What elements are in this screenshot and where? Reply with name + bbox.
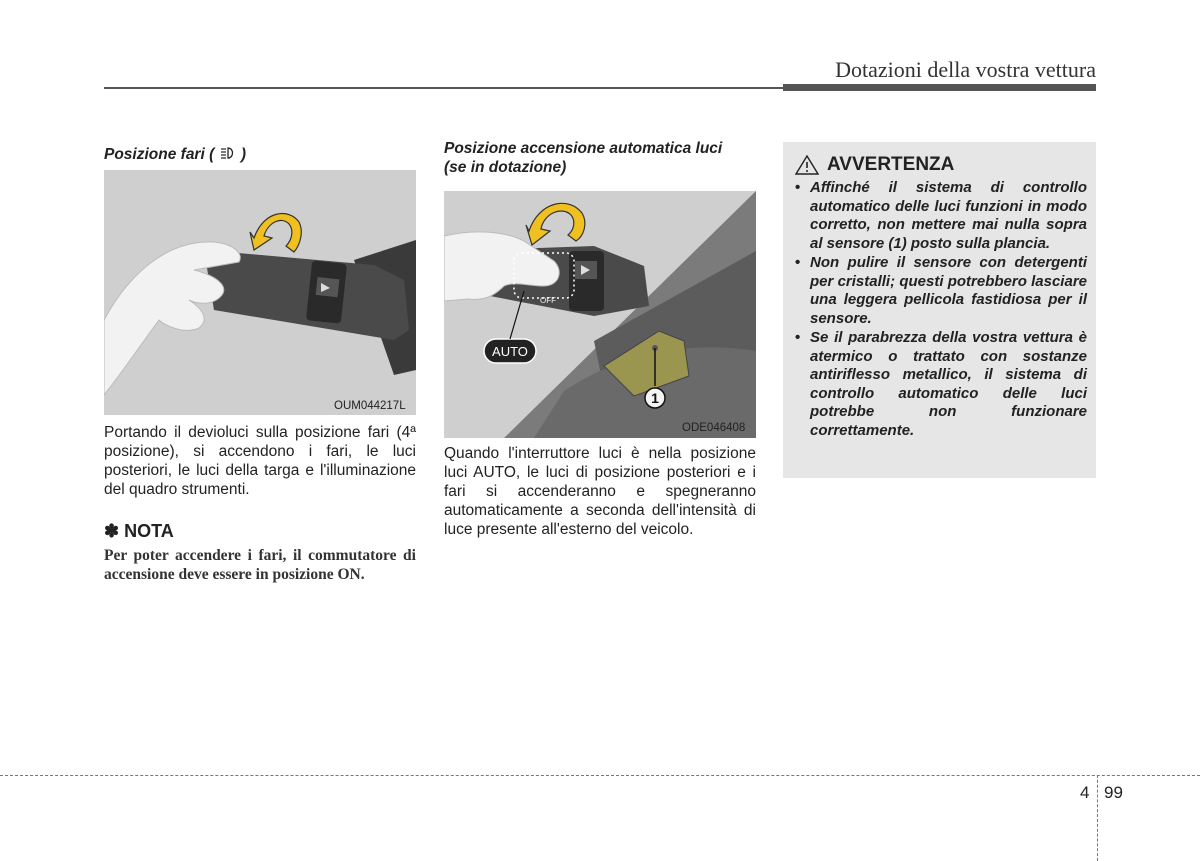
warning-item [793,254,1087,328]
warning-title: AVVERTENZA [827,154,955,175]
callout-number: 1 [651,390,659,406]
warning-item-text: Non pulire il sensore con detergenti per cristalli; questi potrebbero lasciare una leggera pellicola fastidiosa per il sensore. [810,254,1087,327]
auto-pill-label: AUTO [492,344,528,359]
warning-item [793,329,1087,440]
chapter-number: 4 [1080,783,1090,802]
paragraph-headlights: Portando il devioluci sulla posizione fari (4ª posizione), si accendono i fari, le luci posteriori, le luci della targa e l'illuminazione del quadro strumenti. [104,424,416,498]
section-heading-auto-lights [444,139,764,177]
footer-divider [1097,775,1098,861]
headlamp-icon [219,146,237,160]
warning-item-text: Se il parabrezza della vostra vettura è atermico o trattato con sostanze antiriflesso metallico, il sistema di controllo automatico delle luci potrebbe non funzionare correttamente. [810,329,1087,439]
heading-line-2: (se in dotazione) [444,159,567,176]
bullet: • [795,254,801,271]
section-heading-headlights [104,145,246,164]
heading-end: ) [240,146,247,163]
page-number: 99 [1104,783,1123,802]
figure-stalk-headlights [104,170,416,415]
heading-line-1: Posizione accensione automatica luci [444,140,723,157]
footer-rule [0,775,1200,776]
header-rule-accent [783,84,1096,91]
heading-text: Posizione fari ( [104,146,215,163]
stalk-illustration [104,170,416,415]
warning-header [795,154,954,176]
figure-auto-lights [444,191,756,438]
warning-item-text: Affinché il sistema di controllo automatico delle luci funzioni in modo corretto, non mettere mai nulla sopra al sensore (1) posto sulla plancia. [810,179,1087,252]
nota-text: Per poter accendere i fari, il commutatore di accensione deve essere in posizione ON. [104,547,416,583]
warning-box [783,142,1096,478]
warning-triangle-icon [795,155,819,175]
warning-item [793,179,1087,253]
nota-title: ✽ NOTA [104,521,174,541]
auto-lights-illustration [444,191,756,438]
figure-code: OUM044217L [334,400,406,412]
paragraph-auto-lights: Quando l'interruttore luci è nella posizione luci AUTO, le luci di posizione posteriori e i fari si accenderanno e spegneranno automaticamente a seconda dell'intensità di luce presente all'esterno del veicolo. [444,445,756,538]
bullet: • [795,329,801,346]
running-header-title: Dotazioni della vostra vettura [835,57,1096,82]
bullet: • [795,179,801,196]
off-label: OFF [540,296,556,305]
figure-code: ODE046408 [682,422,746,434]
warning-list [793,179,1087,441]
